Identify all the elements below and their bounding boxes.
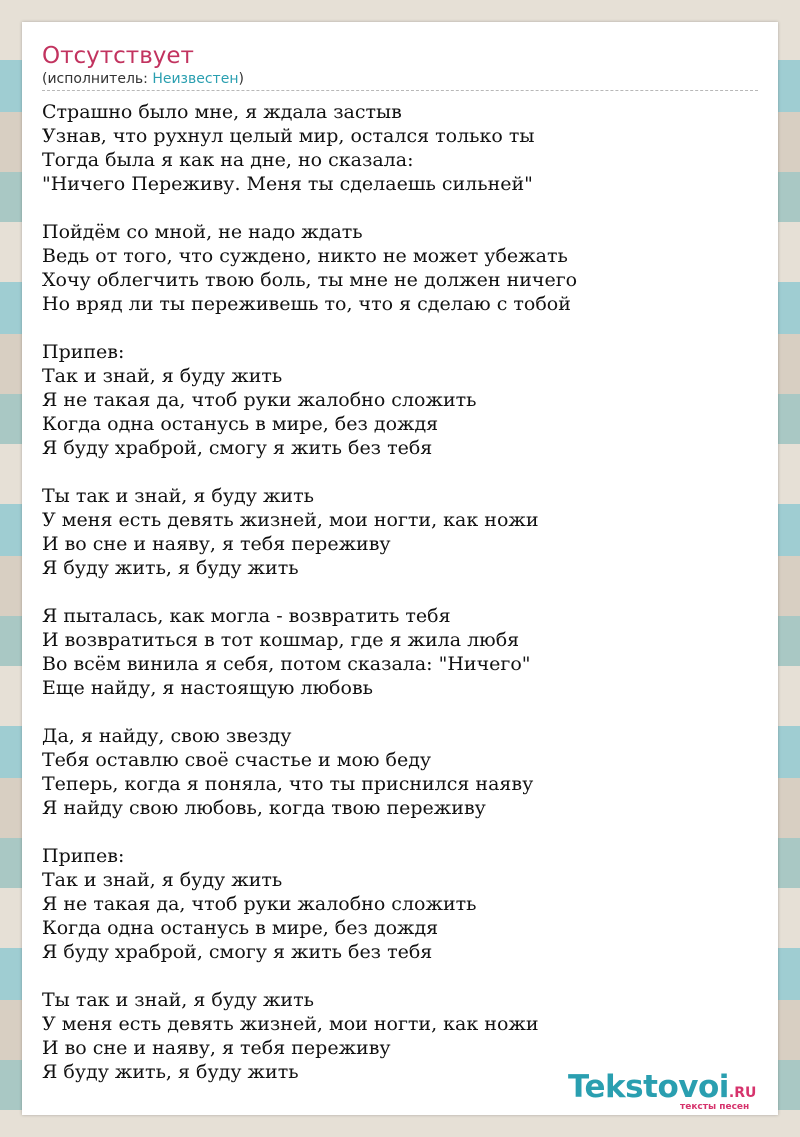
- lyrics-line: Я не такая да, чтоб руки жалобно сложить: [42, 389, 477, 411]
- lyrics-line: Я буду храброй, смогу я жить без тебя: [42, 437, 433, 459]
- lyrics-line: Когда одна останусь в мире, без дождя: [42, 917, 439, 939]
- lyrics-line: У меня есть девять жизней, мои ногти, как ножи: [42, 509, 539, 531]
- lyrics-card: [22, 22, 778, 1115]
- lyrics-line: Узнав, что рухнул целый мир, остался только ты: [42, 125, 535, 147]
- lyrics-line: Ты так и знай, я буду жить: [42, 485, 314, 507]
- lyrics-line: Припев:: [42, 845, 125, 867]
- lyrics-line: Но вряд ли ты переживешь то, что я сделаю с тобой: [42, 293, 571, 315]
- tekstovoi-logo[interactable]: [568, 1070, 778, 1114]
- lyrics-line: Я найду свою любовь, когда твою переживу: [42, 797, 486, 819]
- lyrics-line: Так и знай, я буду жить: [42, 869, 283, 891]
- lyrics-stanza: [42, 220, 758, 316]
- lyrics-line: Я не такая да, чтоб руки жалобно сложить: [42, 893, 477, 915]
- logo-brand: Tekstovoi: [568, 1069, 729, 1105]
- lyrics-line: Я пыталась, как могла - возвратить тебя: [42, 605, 451, 627]
- song-header: [42, 42, 758, 91]
- lyrics-line: Страшно было мне, я ждала застыв: [42, 101, 402, 123]
- artist-line: [42, 70, 758, 88]
- lyrics-line: У меня есть девять жизней, мои ногти, как ножи: [42, 1013, 539, 1035]
- lyrics-stanza: [42, 604, 758, 700]
- lyrics-line: Тебя оставлю своё счастье и мою беду: [42, 749, 432, 771]
- lyrics-line: Так и знай, я буду жить: [42, 365, 283, 387]
- lyrics-line: Я буду жить, я буду жить: [42, 557, 299, 579]
- lyrics-line: Хочу облегчить твою боль, ты мне не должен ничего: [42, 269, 578, 291]
- logo-tagline: тексты песен: [680, 1102, 750, 1112]
- artist-link[interactable]: Неизвестен: [152, 71, 239, 87]
- lyrics-line: Я буду храброй, смогу я жить без тебя: [42, 941, 433, 963]
- lyrics-line: Во всём винила я себя, потом сказала: "Ничего": [42, 653, 531, 675]
- lyrics-line: Теперь, когда я поняла, что ты приснился наяву: [42, 773, 534, 795]
- lyrics-line: Припев:: [42, 341, 125, 363]
- lyrics-line: И во сне и наяву, я тебя переживу: [42, 1037, 391, 1059]
- lyrics-line: Ты так и знай, я буду жить: [42, 989, 314, 1011]
- lyrics-stanza: [42, 724, 758, 820]
- lyrics-line: Я буду жить, я буду жить: [42, 1061, 299, 1083]
- lyrics-line: Тогда была я как на дне, но сказала:: [42, 149, 414, 171]
- lyrics-stanza: [42, 100, 758, 196]
- logo-tld: .RU: [728, 1085, 757, 1101]
- artist-prefix: (исполнитель:: [42, 71, 153, 87]
- lyrics-stanza: [42, 340, 758, 460]
- lyrics-line: "Ничего Переживу. Меня ты сделаешь сильней": [42, 173, 533, 195]
- lyrics-line: И возвратиться в тот кошмар, где я жила любя: [42, 629, 520, 651]
- lyrics-line: Еще найду, я настоящую любовь: [42, 677, 373, 699]
- lyrics-stanza: [42, 844, 758, 964]
- lyrics-body: [42, 100, 758, 1108]
- lyrics-line: И во сне и наяву, я тебя переживу: [42, 533, 391, 555]
- lyrics-line: Да, я найду, свою звезду: [42, 725, 292, 747]
- lyrics-line: Когда одна останусь в мире, без дождя: [42, 413, 439, 435]
- song-title: Отсутствует: [42, 43, 194, 69]
- lyrics-line: Пойдём со мной, не надо ждать: [42, 221, 363, 243]
- lyrics-stanza: [42, 484, 758, 580]
- lyrics-line: Ведь от того, что суждено, никто не может убежать: [42, 245, 568, 267]
- artist-suffix: ): [238, 71, 244, 87]
